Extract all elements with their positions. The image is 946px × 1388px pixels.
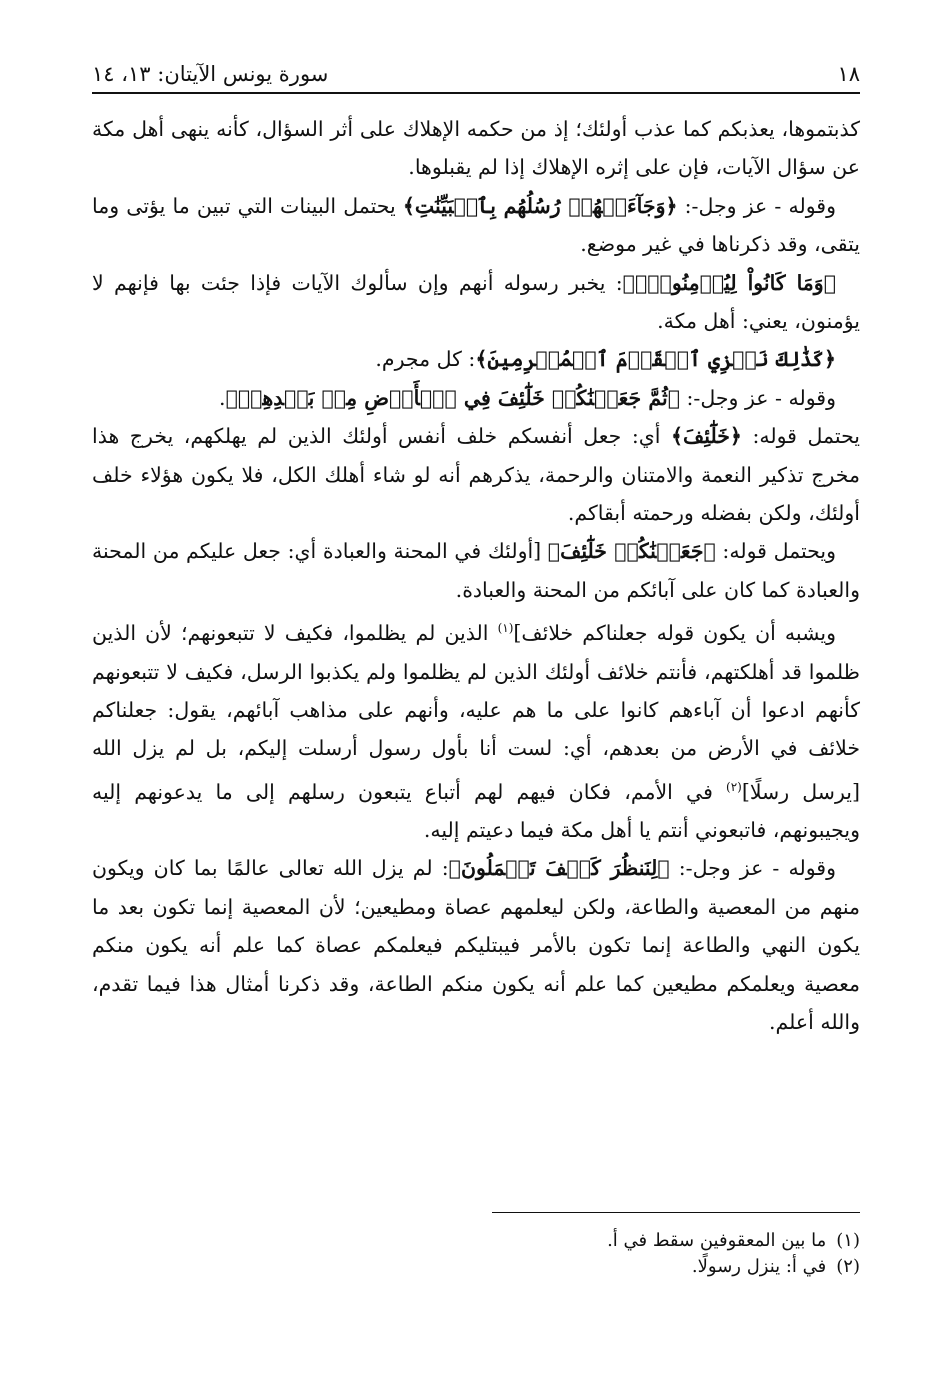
text-run: [أولئك في المحنة والعبادة أي: جعل عليكم من المحنة والعبادة كما كان على آبائكم من المحنة والعبادة. xyxy=(92,539,860,602)
text-run: يحتمل قوله: xyxy=(741,424,861,449)
footnote-ref: (٢) xyxy=(726,779,742,794)
footnote-text: في أ: ينزل رسولًا. xyxy=(691,1256,827,1277)
text-run: الذين لم يظلموا، فكيف لا تتبعونهم؛ لأن الذين ظلموا قد أهلكتهم، فأنتم خلائف أولئك الذين لم يظلموا ولم يكذبوا الرسل، فكيف لا تتبعونهم كأنهم ادعوا أن آباءهم كانوا على ما هم عليه، وأنهم على مذاهب آبائهم، يقول: جعلناكم خلائف في الأرض من بعدهم، أي: لست أنا بأول رسول أرسلت إليكم، بل لم يزل الله [يرسل رسلًا] xyxy=(92,621,860,804)
quran-verse: ﴿لِنَنظُرَ كَيۡفَ تَعۡمَلُونَ﴾ xyxy=(448,856,670,881)
footnote xyxy=(92,1228,860,1254)
paragraph xyxy=(92,187,860,264)
footnote-text: ما بين المعقوفين سقط في أ. xyxy=(607,1230,827,1251)
paragraph xyxy=(92,417,860,532)
text-run: وقوله - عز وجل-: xyxy=(669,856,836,881)
text-run: في الأمم، فكان فيهم لهم أتباع يتبعون رسلهم إلى ما يدعونهم إليه ويجيبونهم، فاتبعوني أنتم يا أهل مكة فيما دعيتم إليه. xyxy=(92,779,860,842)
text-run: : كل مجرم. xyxy=(375,347,476,372)
text-run: يحتمل البينات التي تبين ما يؤتى وما يتقى، وقد ذكرناها في غير موضع. xyxy=(92,193,860,257)
paragraph xyxy=(92,532,860,609)
quran-verse: ﴿كَذَٰلِكَ نَجۡزِي ٱلۡقَوۡمَ ٱلۡمُجۡرِمِينَ﴾ xyxy=(475,347,836,372)
paragraph xyxy=(92,849,860,1041)
footnote-number: (١) xyxy=(836,1230,860,1251)
text-run: أي: جعل أنفسكم خلف أنفس أولئك الذين لم يهلكهم، يخرج هذا مخرج تذكير النعمة والامتنان والرحمة، يذكرهم أنه لو شاء أهلك الكل، فلا يكون هؤلاء خلف أولئك، ولكن بفضله ورحمته أبقاكم. xyxy=(92,424,860,526)
body-text xyxy=(92,110,860,1041)
text-run: ويحتمل قوله: xyxy=(715,539,836,564)
text-run: : لم يزل الله تعالى عالمًا بما كان ويكون منهم من المعصية والطاعة، ولكن ليعلمهم عصاة ومطيعين؛ لأن المعصية إنما تكون بعد ما يكون النهي والطاعة إنما تكون بالأمر فيبتليكم فيعلمكم عصاة كما علم أنه يكون منكم معصية ويعلمكم مطيعين كما علم أنه يكون منكم الطاعة، وقد ذكرنا أمثال هذا فيما تقدم، والله أعلم. xyxy=(92,856,860,1034)
page-header xyxy=(92,56,860,94)
text-run: كذبتموها، يعذبكم كما عذب أولئك؛ إذ من حكمه الإهلاك على أثر السؤال، كأنه ينهى أهل مكة عن سؤال الآيات، فإن على إثره الإهلاك إذا لم يقبلوها. xyxy=(92,117,860,180)
footnote xyxy=(92,1254,860,1280)
text-run: . xyxy=(219,385,226,410)
quran-verse: ﴿وَجَآءَتۡهُمۡ رُسُلُهُم بِٱلۡبَيِّنَٰتِ﴾ xyxy=(402,193,678,218)
text-run: وقوله - عز وجل-: xyxy=(677,193,836,218)
quran-verse: ﴿ثُمَّ جَعَلۡنَٰكُمۡ خَلَٰٓئِفَ فِي ٱلۡأَرۡضِ مِنۢ بَعۡدِهِمۡ﴾ xyxy=(225,385,680,410)
text-run: ويشبه أن يكون قوله جعلناكم خلائف] xyxy=(513,621,836,646)
footnote-ref: (١) xyxy=(497,621,514,636)
text-run: : يخبر رسوله أنهم وإن سألوك الآيات فإذا جئت بها فإنهم لا يؤمنون، يعني: أهل مكة. xyxy=(92,270,860,334)
text-run: وقوله - عز وجل-: xyxy=(680,385,836,410)
quran-verse: ﴿خَلَٰٓئِفَ﴾ xyxy=(671,424,742,449)
paragraph xyxy=(92,110,860,187)
footnotes xyxy=(92,1228,860,1280)
footnote-number: (٢) xyxy=(836,1256,860,1277)
page-number: ١٨ xyxy=(837,62,860,86)
running-title: سورة يونس الآيتان: ١٣، ١٤ xyxy=(92,62,329,86)
footnote-separator xyxy=(492,1212,860,1213)
paragraph xyxy=(92,609,860,849)
quran-verse: ﴿وَمَا كَانُواْ لِيُؤۡمِنُواْۚ﴾ xyxy=(622,270,836,295)
paragraph xyxy=(92,379,860,417)
paragraph xyxy=(92,264,860,341)
paragraph xyxy=(92,340,860,378)
quran-verse: ﴿جَعَلۡنَٰكُمۡ خَلَٰٓئِفَ﴾ xyxy=(547,539,716,564)
